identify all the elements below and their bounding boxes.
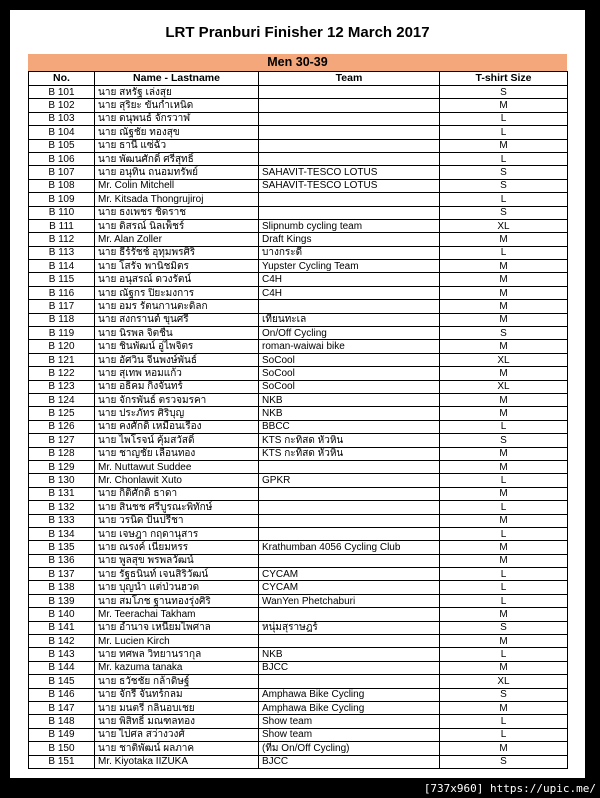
cell-team: SAHAVIT-TESCO LOTUS — [259, 166, 440, 179]
cell-team: SoCool — [259, 353, 440, 366]
cell-team: BBCC — [259, 420, 440, 433]
cell-team: NKB — [259, 393, 440, 406]
cell-name: นาย อนุสรณ์ ดวงรัตน์ — [95, 273, 259, 286]
table-row — [29, 233, 568, 246]
cell-team: BJCC — [259, 661, 440, 674]
cell-size: L — [440, 126, 568, 139]
cell-team — [259, 152, 440, 165]
cell-no: B 130 — [29, 474, 95, 487]
cell-name: Mr. Teerachai Takham — [95, 608, 259, 621]
cell-no: B 121 — [29, 353, 95, 366]
table-row — [29, 648, 568, 661]
cell-no: B 108 — [29, 179, 95, 192]
cell-no: B 150 — [29, 742, 95, 755]
cell-no: B 112 — [29, 233, 95, 246]
table-row — [29, 99, 568, 112]
table-row — [29, 353, 568, 366]
cell-no: B 101 — [29, 86, 95, 99]
cell-size: L — [440, 501, 568, 514]
cell-size: L — [440, 715, 568, 728]
cell-size: L — [440, 474, 568, 487]
cell-team: C4H — [259, 286, 440, 299]
cell-size: M — [440, 300, 568, 313]
cell-name: นาย กิติศักดิ์ ธาดา — [95, 487, 259, 500]
cell-size: S — [440, 86, 568, 99]
cell-size: L — [440, 581, 568, 594]
cell-size: M — [440, 233, 568, 246]
table-row — [29, 166, 568, 179]
cell-team: หนุ่มสุราษฎร์ — [259, 621, 440, 634]
cell-name: นาย นิรพล จิตชื่น — [95, 327, 259, 340]
cell-size: M — [440, 701, 568, 714]
table-row — [29, 420, 568, 433]
cell-team: NKB — [259, 407, 440, 420]
cell-name: นาย วรนิด ปั้นปรีชา — [95, 514, 259, 527]
table-row — [29, 112, 568, 125]
cell-team: CYCAM — [259, 568, 440, 581]
table-header-row — [29, 72, 568, 86]
cell-size: M — [440, 313, 568, 326]
cell-size: XL — [440, 675, 568, 688]
cell-size: M — [440, 407, 568, 420]
cell-team — [259, 99, 440, 112]
cell-name: นาย ชาญชัย เลื่อนทอง — [95, 447, 259, 460]
table-row — [29, 179, 568, 192]
table-row — [29, 313, 568, 326]
cell-team: KTS กะทิสด หัวหิน — [259, 434, 440, 447]
cell-size: M — [440, 635, 568, 648]
cell-name: นาย ณัฐกร ปิยะมงการ — [95, 286, 259, 299]
cell-no: B 115 — [29, 273, 95, 286]
cell-size: L — [440, 568, 568, 581]
cell-name: นาย สมโภช ฐานทองรุ่งศิริ — [95, 594, 259, 607]
cell-no: B 119 — [29, 327, 95, 340]
cell-no: B 105 — [29, 139, 95, 152]
cell-size: M — [440, 608, 568, 621]
table-row — [29, 152, 568, 165]
cell-name: นาย พิสิทธิ์ มณฑลทอง — [95, 715, 259, 728]
cell-name: Mr. Colin Mitchell — [95, 179, 259, 192]
cell-size: L — [440, 112, 568, 125]
table-row — [29, 86, 568, 99]
cell-name: Mr. Nuttawut Suddee — [95, 460, 259, 473]
cell-no: B 129 — [29, 460, 95, 473]
table-row — [29, 193, 568, 206]
cell-no: B 125 — [29, 407, 95, 420]
table-row — [29, 728, 568, 741]
cell-name: Mr. Lucien Kirch — [95, 635, 259, 648]
cell-size: M — [440, 367, 568, 380]
cell-name: นาย อมร รัตนกานตะดิลก — [95, 300, 259, 313]
finisher-table — [28, 71, 568, 769]
cell-size: M — [440, 554, 568, 567]
cell-team — [259, 675, 440, 688]
cell-team — [259, 527, 440, 540]
cell-name: นาย ณรงค์ เนียมหรร — [95, 541, 259, 554]
cell-size: M — [440, 460, 568, 473]
cell-no: B 111 — [29, 219, 95, 232]
cell-size: M — [440, 541, 568, 554]
cell-name: นาย อัศวิน จีนพงษ์พันธ์ — [95, 353, 259, 366]
cell-team: Krathumban 4056 Cycling Club — [259, 541, 440, 554]
table-row — [29, 327, 568, 340]
table-row — [29, 367, 568, 380]
cell-no: B 120 — [29, 340, 95, 353]
cell-no: B 134 — [29, 527, 95, 540]
cell-team: SoCool — [259, 367, 440, 380]
cell-no: B 118 — [29, 313, 95, 326]
table-row — [29, 501, 568, 514]
cell-no: B 144 — [29, 661, 95, 674]
cell-name: นาย รัฐธนินท์ เจนสิริวัฒน์ — [95, 568, 259, 581]
cell-name: นาย ธงเพชร ชิดราช — [95, 206, 259, 219]
cell-no: B 110 — [29, 206, 95, 219]
cell-team — [259, 554, 440, 567]
cell-size: L — [440, 527, 568, 540]
cell-no: B 140 — [29, 608, 95, 621]
cell-team — [259, 193, 440, 206]
table-row — [29, 701, 568, 714]
cell-size: XL — [440, 353, 568, 366]
cell-team: Slipnumb cycling team — [259, 219, 440, 232]
cell-team: Draft Kings — [259, 233, 440, 246]
cell-no: B 124 — [29, 393, 95, 406]
cell-no: B 139 — [29, 594, 95, 607]
cell-no: B 147 — [29, 701, 95, 714]
cell-team: On/Off Cycling — [259, 327, 440, 340]
cell-no: B 113 — [29, 246, 95, 259]
cell-no: B 145 — [29, 675, 95, 688]
cell-no: B 142 — [29, 635, 95, 648]
cell-size: S — [440, 755, 568, 768]
cell-name: Mr. Alan Zoller — [95, 233, 259, 246]
cell-size: M — [440, 260, 568, 273]
table-row — [29, 300, 568, 313]
cell-size: L — [440, 594, 568, 607]
cell-team: Yupster Cycling Team — [259, 260, 440, 273]
cell-size: M — [440, 447, 568, 460]
cell-name: นาย ประภัทร ศิริบุญ — [95, 407, 259, 420]
cell-no: B 136 — [29, 554, 95, 567]
cell-team — [259, 112, 440, 125]
table-row — [29, 219, 568, 232]
cell-no: B 131 — [29, 487, 95, 500]
cell-no: B 109 — [29, 193, 95, 206]
cell-team: เทียนทะเล — [259, 313, 440, 326]
cell-name: นาย พูลสุข พรพลวัฒน์ — [95, 554, 259, 567]
cell-size: M — [440, 393, 568, 406]
cell-size: S — [440, 166, 568, 179]
cell-name: Mr. kazuma tanaka — [95, 661, 259, 674]
cell-team: SoCool — [259, 380, 440, 393]
cell-name: นาย ทศพล วิทยานรากุล — [95, 648, 259, 661]
table-row — [29, 594, 568, 607]
cell-team — [259, 126, 440, 139]
cell-name: นาย สุริยะ ขันกำเหนิด — [95, 99, 259, 112]
cell-team — [259, 86, 440, 99]
cell-team: CYCAM — [259, 581, 440, 594]
cell-no: B 132 — [29, 501, 95, 514]
cell-team: roman-waiwai bike — [259, 340, 440, 353]
cell-name: นาย อนุทิน ถนอมทรัพย์ — [95, 166, 259, 179]
cell-team: C4H — [259, 273, 440, 286]
table-row — [29, 661, 568, 674]
table-row — [29, 581, 568, 594]
table-body — [29, 86, 568, 769]
header-no: No. — [29, 72, 95, 86]
table-row — [29, 246, 568, 259]
cell-name: นาย ดิสรณ์ นิลเพ็ชร์ — [95, 219, 259, 232]
cell-team — [259, 460, 440, 473]
cell-name: นาย สินชช ศรีบูรณะพิทักษ์ — [95, 501, 259, 514]
cell-name: นาย ไปศล สว่างวงศ์ — [95, 728, 259, 741]
cell-name: นาย ดนุพนธ์ จักรวาฬ — [95, 112, 259, 125]
table-row — [29, 474, 568, 487]
cell-no: B 114 — [29, 260, 95, 273]
header-name: Name - Lastname — [95, 72, 259, 86]
table-row — [29, 715, 568, 728]
table-row — [29, 688, 568, 701]
cell-name: นาย โสรัจ พานิชมิตร — [95, 260, 259, 273]
cell-size: S — [440, 327, 568, 340]
cell-size: L — [440, 152, 568, 165]
cell-team: Amphawa Bike Cycling — [259, 688, 440, 701]
cell-size: L — [440, 246, 568, 259]
cell-no: B 126 — [29, 420, 95, 433]
header-size: T-shirt Size — [440, 72, 568, 86]
cell-no: B 148 — [29, 715, 95, 728]
cell-team: NKB — [259, 648, 440, 661]
table-row — [29, 460, 568, 473]
table-row — [29, 742, 568, 755]
cell-name: นาย คงศักดิ์ เหมือนเรือง — [95, 420, 259, 433]
table-row — [29, 527, 568, 540]
table-row — [29, 554, 568, 567]
cell-name: นาย สงกรานต์ ขุนศรี — [95, 313, 259, 326]
cell-size: S — [440, 621, 568, 634]
table-row — [29, 487, 568, 500]
cell-size: S — [440, 206, 568, 219]
cell-team — [259, 300, 440, 313]
cell-name: นาย ธวัชชัย กล้าดิษฐ์ — [95, 675, 259, 688]
table-row — [29, 608, 568, 621]
cell-no: B 141 — [29, 621, 95, 634]
table-row — [29, 621, 568, 634]
cell-team: Amphawa Bike Cycling — [259, 701, 440, 714]
table-row — [29, 635, 568, 648]
cell-no: B 102 — [29, 99, 95, 112]
cell-name: นาย มนตรี กลิ่นอบเชย — [95, 701, 259, 714]
table-row — [29, 755, 568, 768]
table-row — [29, 340, 568, 353]
cell-name: นาย จักรพันธ์ ตรวจมรคา — [95, 393, 259, 406]
cell-no: B 143 — [29, 648, 95, 661]
cell-name: นาย บุญนำ แต่ป่วนฮวด — [95, 581, 259, 594]
cell-no: B 146 — [29, 688, 95, 701]
cell-name: นาย ธีร์รัชช์ อุทุมพรศิริ — [95, 246, 259, 259]
cell-team — [259, 514, 440, 527]
cell-team: Show team — [259, 715, 440, 728]
cell-size: M — [440, 286, 568, 299]
cell-no: B 116 — [29, 286, 95, 299]
cell-size: S — [440, 179, 568, 192]
table-row — [29, 407, 568, 420]
cell-size: M — [440, 340, 568, 353]
table-row — [29, 434, 568, 447]
cell-name: นาย ธานี แซ่ฉั่ว — [95, 139, 259, 152]
table-row — [29, 139, 568, 152]
cell-team: BJCC — [259, 755, 440, 768]
cell-no: B 133 — [29, 514, 95, 527]
page-title: LRT Pranburi Finisher 12 March 2017 — [165, 24, 430, 41]
header-team: Team — [259, 72, 440, 86]
table-row — [29, 447, 568, 460]
cell-name: นาย ชาติพัฒน์ ผลภาค — [95, 742, 259, 755]
cell-name: นาย พัฒนศักดิ์ ศรีสุทธิ์ — [95, 152, 259, 165]
table-row — [29, 286, 568, 299]
cell-no: B 123 — [29, 380, 95, 393]
cell-name: Mr. Kiyotaka IIZUKA — [95, 755, 259, 768]
cell-no: B 128 — [29, 447, 95, 460]
table-row — [29, 393, 568, 406]
cell-team: KTS กะทิสด หัวหิน — [259, 447, 440, 460]
cell-name: Mr. Chonlawit Xuto — [95, 474, 259, 487]
table-row — [29, 541, 568, 554]
cell-name: นาย ชินพัฒน์ อู่ไพจิตร — [95, 340, 259, 353]
cell-team — [259, 635, 440, 648]
cell-no: B 127 — [29, 434, 95, 447]
cell-team — [259, 206, 440, 219]
cell-team — [259, 501, 440, 514]
cell-name: นาย จักรี จันทร์กลม — [95, 688, 259, 701]
watermark: [737x960] https://upic.me/ — [423, 782, 596, 795]
cell-no: B 151 — [29, 755, 95, 768]
cell-size: L — [440, 648, 568, 661]
cell-no: B 135 — [29, 541, 95, 554]
cell-team — [259, 608, 440, 621]
table-row — [29, 675, 568, 688]
table-row — [29, 273, 568, 286]
cell-size: L — [440, 193, 568, 206]
cell-size: XL — [440, 219, 568, 232]
cell-size: M — [440, 514, 568, 527]
cell-team — [259, 139, 440, 152]
cell-size: XL — [440, 380, 568, 393]
cell-size: S — [440, 434, 568, 447]
cell-size: M — [440, 742, 568, 755]
cell-size: L — [440, 728, 568, 741]
cell-name: นาย เจษฎา กฤดานุสาร — [95, 527, 259, 540]
cell-no: B 107 — [29, 166, 95, 179]
category-header: Men 30-39 — [28, 54, 567, 71]
table-row — [29, 206, 568, 219]
cell-name: นาย ณัฐชัย ทองสุข — [95, 126, 259, 139]
cell-name: นาย ไพโรจน์ คุ้มสวัสดิ์ — [95, 434, 259, 447]
cell-size: M — [440, 661, 568, 674]
cell-team — [259, 487, 440, 500]
cell-team: WanYen Phetchaburi — [259, 594, 440, 607]
cell-name: นาย อำนาจ เหนียมไพศาล — [95, 621, 259, 634]
cell-team: Show team — [259, 728, 440, 741]
cell-no: B 138 — [29, 581, 95, 594]
table-row — [29, 568, 568, 581]
cell-team: บางกระดี่ — [259, 246, 440, 259]
cell-no: B 103 — [29, 112, 95, 125]
cell-size: M — [440, 487, 568, 500]
cell-team: GPKR — [259, 474, 440, 487]
document-page — [10, 10, 585, 778]
cell-name: นาย อธิคม กิ่งจันทร์ — [95, 380, 259, 393]
cell-team: (ทีม On/Off Cycling) — [259, 742, 440, 755]
cell-no: B 106 — [29, 152, 95, 165]
cell-name: Mr. Kitsada Thongrujiroj — [95, 193, 259, 206]
cell-size: M — [440, 99, 568, 112]
cell-no: B 149 — [29, 728, 95, 741]
cell-size: M — [440, 273, 568, 286]
cell-no: B 104 — [29, 126, 95, 139]
table-row — [29, 260, 568, 273]
table-row — [29, 380, 568, 393]
cell-no: B 137 — [29, 568, 95, 581]
cell-no: B 122 — [29, 367, 95, 380]
cell-size: L — [440, 420, 568, 433]
cell-team: SAHAVIT-TESCO LOTUS — [259, 179, 440, 192]
cell-name: นาย สุเทพ หอมแก้ว — [95, 367, 259, 380]
cell-size: M — [440, 139, 568, 152]
cell-size: S — [440, 688, 568, 701]
cell-no: B 117 — [29, 300, 95, 313]
table-row — [29, 126, 568, 139]
cell-name: นาย สหรัฐ เล่งสุย — [95, 86, 259, 99]
table-row — [29, 514, 568, 527]
